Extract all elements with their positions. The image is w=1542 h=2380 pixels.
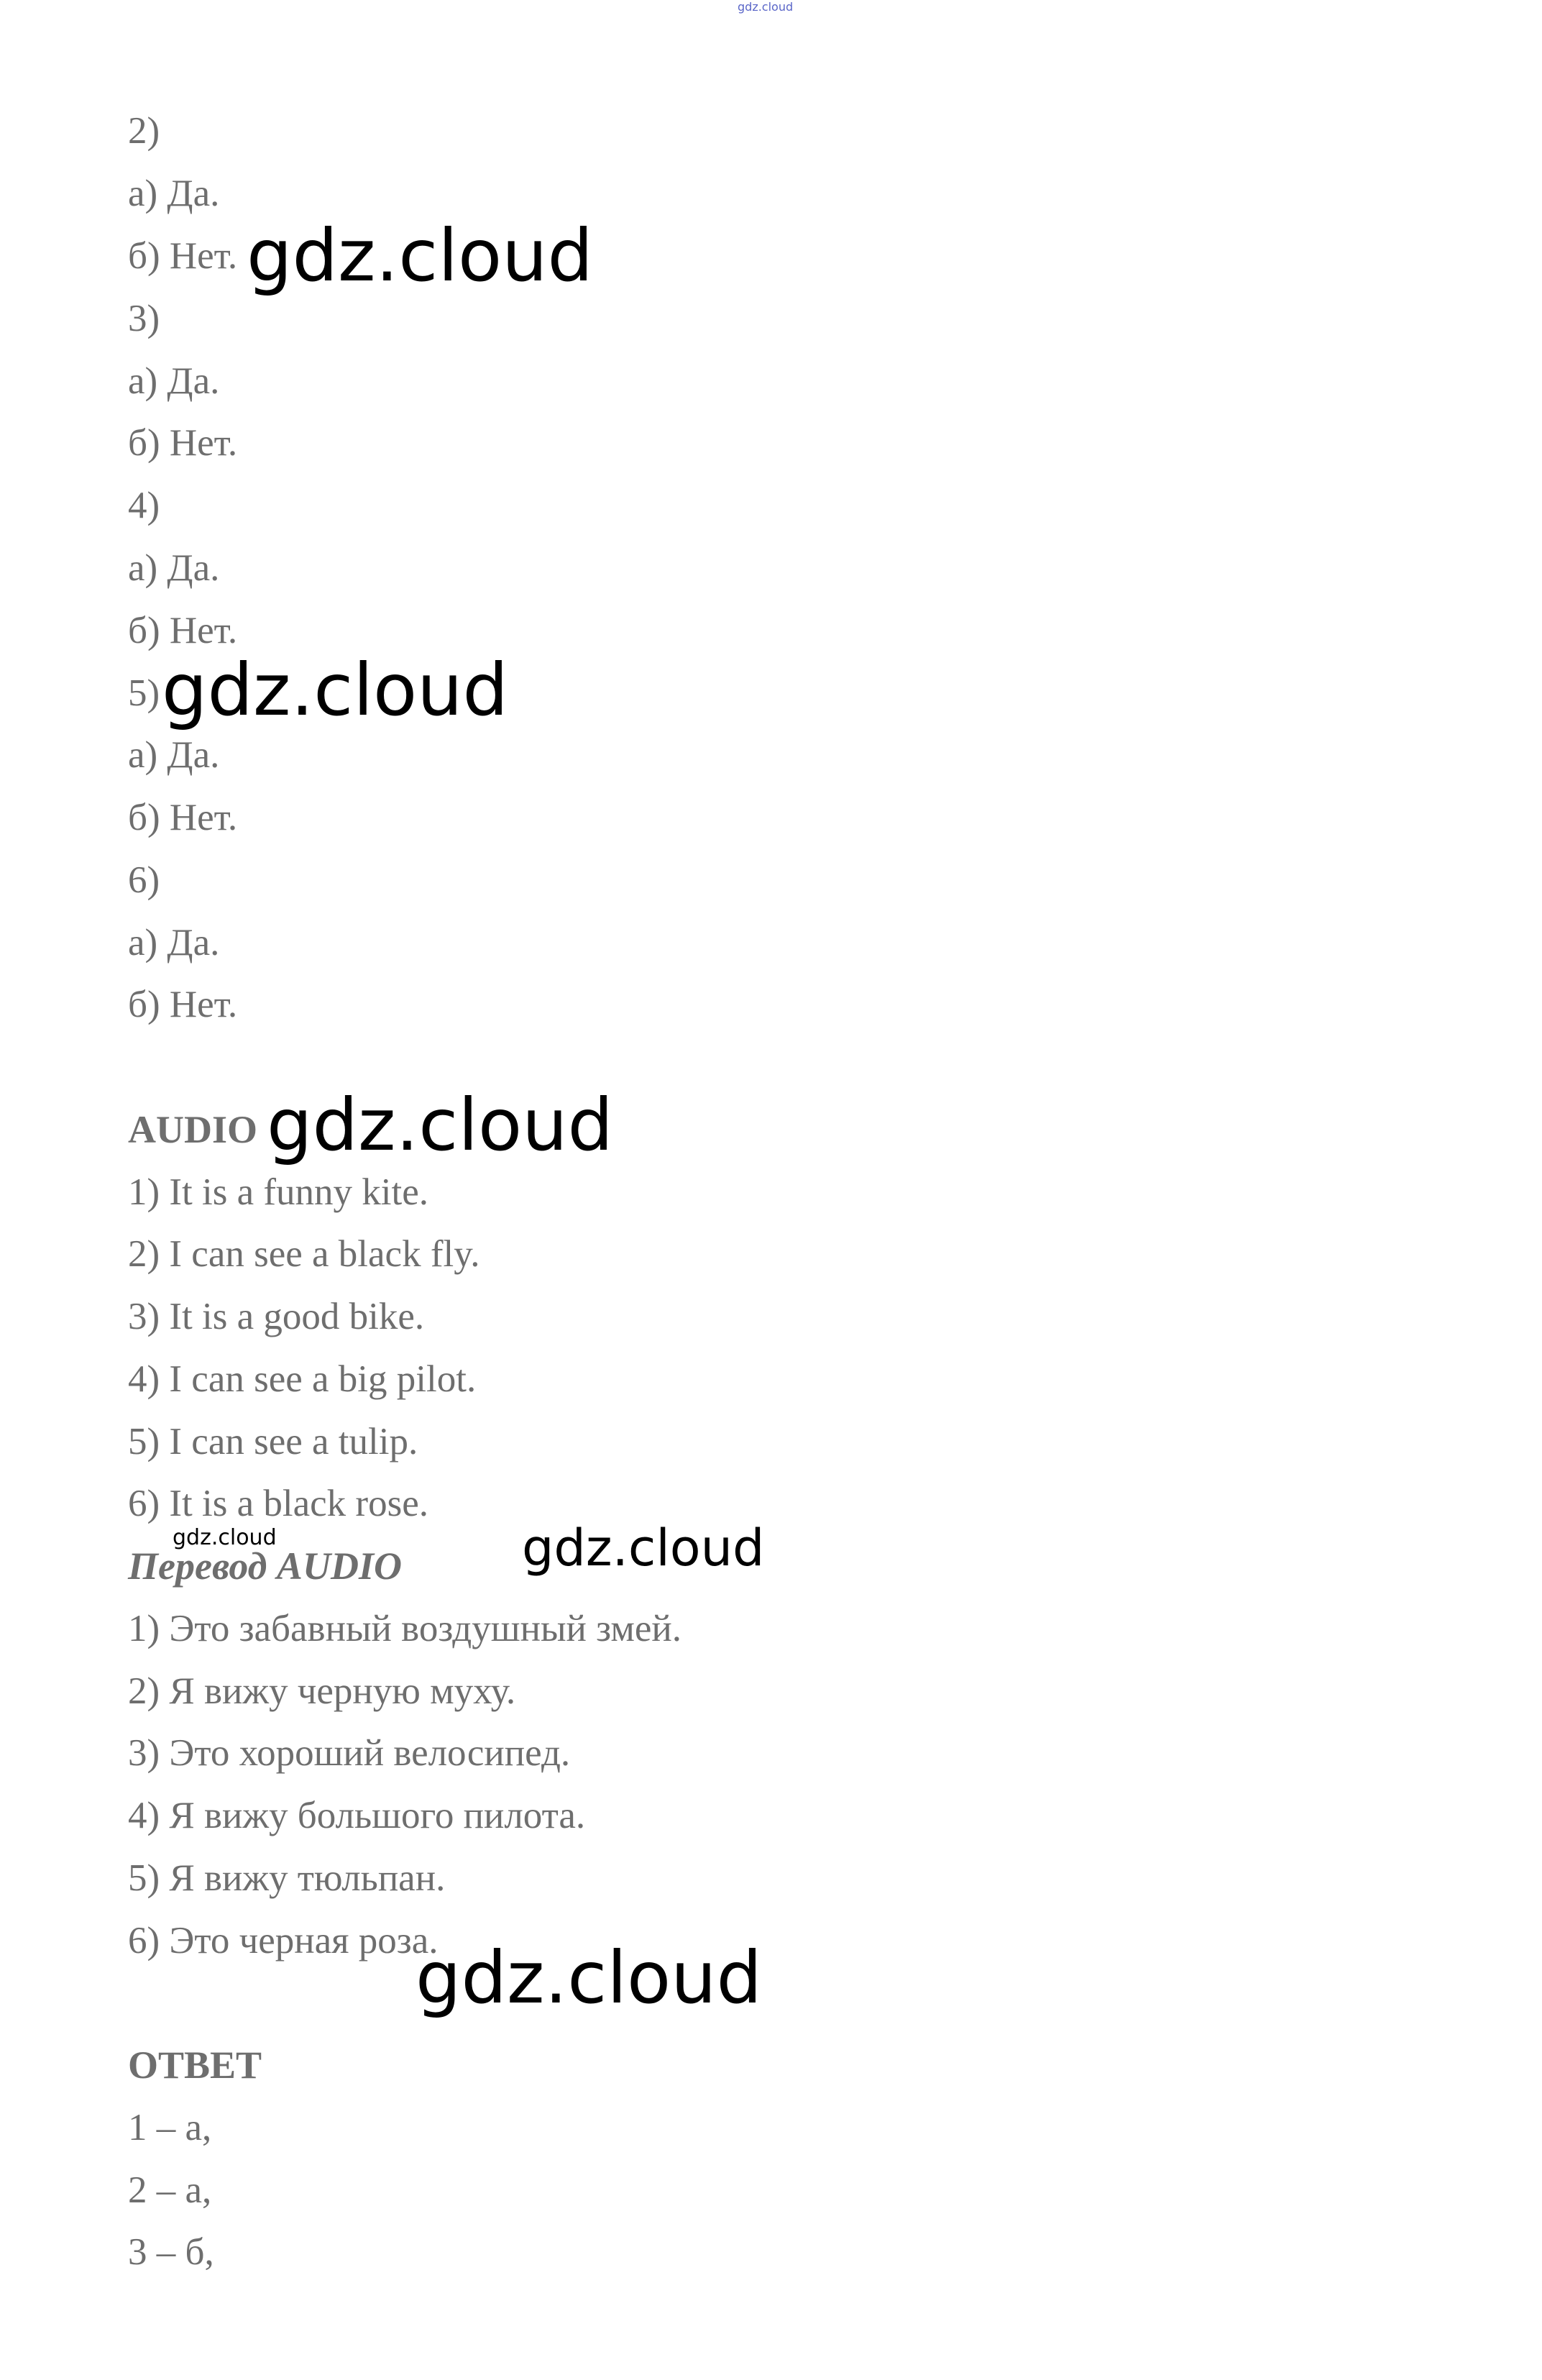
answer-heading: ОТВЕТ xyxy=(128,2043,262,2087)
answer-line: 3 – б, xyxy=(128,2231,214,2273)
watermark: gdz.cloud xyxy=(247,214,594,298)
watermark: gdz.cloud xyxy=(267,1083,614,1167)
item-number: 2) xyxy=(128,110,160,152)
option-yes: а) Да. xyxy=(128,360,220,402)
watermark: gdz.cloud xyxy=(522,1519,765,1578)
answer-line: 2 – а, xyxy=(128,2169,212,2211)
option-no: б) Нет. xyxy=(128,422,238,464)
option-no: б) Нет. xyxy=(128,610,238,651)
translation-line: 6) Это черная роза. xyxy=(128,1920,439,1962)
audio-line: 3) It is a good bike. xyxy=(128,1296,425,1337)
option-no: б) Нет. xyxy=(128,984,238,1025)
option-yes: а) Да. xyxy=(128,922,220,964)
audio-heading: AUDIO xyxy=(128,1108,258,1151)
option-yes: а) Да. xyxy=(128,547,220,589)
option-no: б) Нет. xyxy=(128,797,238,838)
audio-line: 4) I can see a big pilot. xyxy=(128,1358,477,1400)
option-yes: а) Да. xyxy=(128,734,220,776)
option-no: б) Нет. xyxy=(128,235,238,277)
watermark: gdz.cloud xyxy=(162,648,509,732)
watermark-top: gdz.cloud xyxy=(738,0,794,14)
item-number: 4) xyxy=(128,485,160,526)
answer-line: 1 – а, xyxy=(128,2107,212,2148)
translation-heading: Перевод AUDIO xyxy=(128,1544,402,1588)
item-number: 5) xyxy=(128,672,160,714)
audio-line: 5) I can see a tulip. xyxy=(128,1421,418,1463)
translation-line: 4) Я вижу большого пилота. xyxy=(128,1795,586,1836)
option-yes: а) Да. xyxy=(128,173,220,214)
item-number: 3) xyxy=(128,298,160,339)
translation-line: 2) Я вижу черную муху. xyxy=(128,1670,516,1712)
item-number: 6) xyxy=(128,859,160,901)
audio-line: 1) It is a funny kite. xyxy=(128,1171,429,1213)
watermark-small: gdz.cloud xyxy=(173,1525,277,1550)
audio-line: 6) It is a black rose. xyxy=(128,1483,428,1524)
watermark: gdz.cloud xyxy=(416,1936,763,2020)
translation-line: 5) Я вижу тюльпан. xyxy=(128,1857,446,1899)
audio-line: 2) I can see a black fly. xyxy=(128,1233,480,1275)
translation-line: 3) Это хороший велосипед. xyxy=(128,1732,571,1774)
translation-line: 1) Это забавный воздушный змей. xyxy=(128,1608,682,1649)
